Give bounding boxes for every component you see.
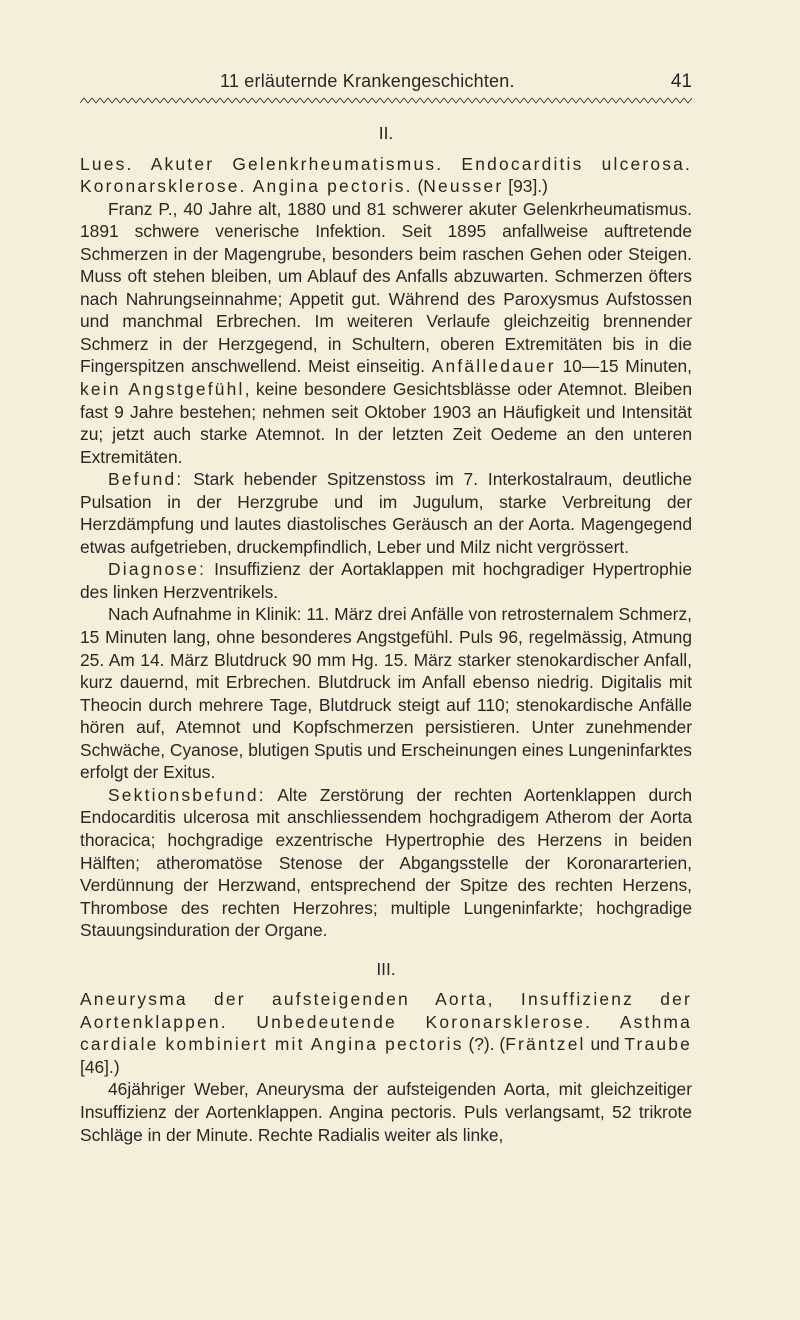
befund-paragraph <box>80 468 692 558</box>
text-run: , keine besondere Gesichtsblässe oder Atemnot. Bleiben fast 9 Jahre bestehen; nehmen seit Oktober 1903 an Häufigkeit und Intensität zu; jetzt auch starke Atemnot. In der letzten Zeit Oedeme an den unteren Extremitäten. <box>80 379 693 467</box>
paragraph: 46jähriger Weber, Aneurysma der aufsteigenden Aorta, mit gleichzeitiger Insuffizienz der Aortenklappen. Angina pectoris. Puls verlangsamt, 52 trikrote Schläge in der Minute. Rechte Radialis weiter als linke, <box>80 1079 692 1145</box>
diagnose-paragraph <box>80 558 692 603</box>
page-number: 41 <box>670 71 692 92</box>
text-run: (?). ( <box>463 1034 506 1055</box>
text-run: und <box>585 1034 625 1055</box>
text-run: Insuffizienz der Aortaklappen mit hochgradiger Hypertrophie des linken Herzventrikels. <box>80 559 692 602</box>
spaced-emphasis: Aneurysma der aufsteigenden Aorta, Insuffizienz der Aortenklappen. Unbedeutende Koronarsklerose. Asthma cardiale kombiniert mit Angina pectoris <box>80 989 692 1055</box>
running-header <box>80 71 692 93</box>
text-run: [93].) <box>503 176 548 197</box>
spaced-emphasis: kein Angstgefühl <box>80 379 245 400</box>
text-run: ( <box>412 176 424 197</box>
running-title: 11 erläuternde Krankengeschichten. <box>220 71 515 91</box>
spaced-emphasis: Lues. Akuter Gelenkrheumatismus. Endocarditis ulcerosa. Koronarsklerose. Angina pectoris. <box>80 153 692 197</box>
section-heading <box>80 988 692 1078</box>
section-heading <box>80 153 692 198</box>
paragraph-text: Franz P., 40 Jahre alt, 1880 und 81 schwerer akuter Gelenkrheumatismus. 1891 schwere venerische Infektion. Seit 1895 anfallweise auftretende Schmerzen in der Magengrube, besonders beim raschen Gehen oder Steigen. Muss oft stehen bleiben, um Ablauf des Anfalls abzuwarten. Schmerzen öfters nach Nahrungseinnahme; Appetit gut. Während des Paroxysmus Aufstossen und manchmal Erbrechen. Im weiteren Verlaufe gleichzeitig brennender Schmerz in der Herzgegend, in Schultern, oberen Extremitäten bis in die Fingerspitzen anschwellend. Meist einseitig. <box>80 198 692 377</box>
main-text <box>80 118 692 1146</box>
text-run: [46].) <box>80 1056 120 1077</box>
text-run: 10—15 Minuten, <box>555 356 692 377</box>
section-number: II. <box>378 123 394 143</box>
paragraph: Nach Aufnahme in Klinik: 11. März drei Anfälle von retrosternalem Schmerz, 15 Minuten lang, ohne besonderes Angstgefühl. Puls 96, regelmässig, Atmung 25. Am 14. März Blutdruck 90 mm Hg. 15. März starker stenokardischer Anfall, kurz dauernd, mit Erbrechen. Blutdruck im Anfall ebenso niedrig. Digitalis mit Theocin durch mehrere Tage, Blutdruck steigt auf 110; stenokardische Anfälle hören auf, Atemnot und Kopfschmerzen persistieren. Unter zunehmender Schwäche, Cyanose, blutigen Sputis und Erscheinungen eines Lungeninfarktes erfolgt der Exitus. <box>80 604 692 783</box>
text-run: Stark hebender Spitzenstoss im 7. Interkostalraum, deutliche Pulsation in der Herzgrube und im Jugulum, starke Verbreitung der Herzdämpfung und lautes diastolisches Geräusch an der Aorta. Magengegend etwas aufgetrieben, druckempfindlich, Leber und Milz nicht vergrössert. <box>80 469 692 557</box>
text-run: Alte Zerstörung der rechten Aortenklappen durch Endocarditis ulcerosa mit anschliessendem hochgradigem Atherom der Aorta thoracica; hochgradige exzentrische Hypertrophie des Herzens in beiden Hälften; atheromatöse Stenose der Abgangsstelle der Koronararterien, Verdünnung der Herzwand, entsprechend der Spitze des rechten Herzens, Thrombose des rechten Herzohres; multiple Lungeninfarkte; hochgradige Stauungsinduration der Organe. <box>80 784 692 941</box>
spaced-emphasis: Diagnose: <box>108 559 207 580</box>
paragraph <box>80 198 692 469</box>
sektionsbefund-paragraph <box>80 784 692 942</box>
spaced-emphasis: Anfälledauer <box>431 356 556 377</box>
spaced-emphasis: Sektionsbefund: <box>108 784 266 805</box>
decorative-rule <box>80 96 692 106</box>
spaced-emphasis: Traube <box>624 1034 693 1055</box>
spaced-emphasis: Fräntzel <box>505 1034 586 1055</box>
section-number: III. <box>376 958 396 979</box>
spaced-emphasis: Befund: <box>108 469 184 490</box>
spaced-emphasis: Neusser <box>423 176 504 197</box>
